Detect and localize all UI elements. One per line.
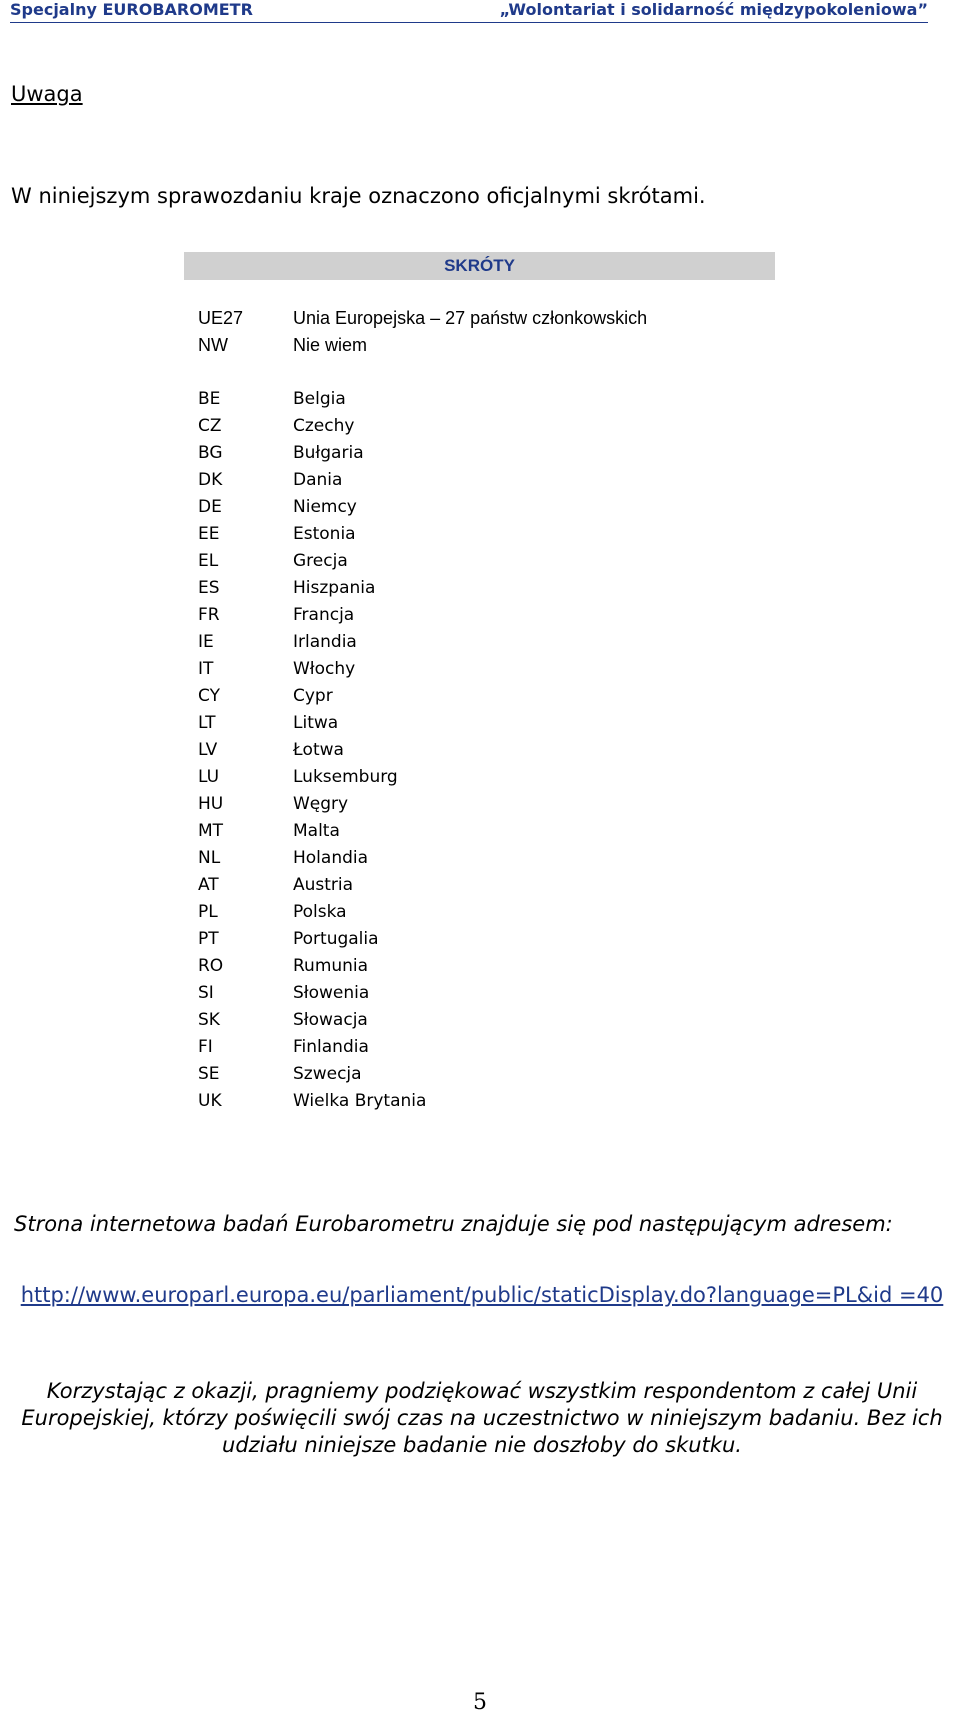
abbreviation-name: Nie wiem [293,335,368,355]
abbreviation-name: Włochy [293,659,356,679]
abbreviation-name: Holandia [293,848,369,868]
website-link[interactable]: http://www.europarl.europa.eu/parliament/public/staticDisplay.do?language=PL&id =40 [20,1283,944,1307]
abbreviation-name: Estonia [293,524,356,544]
abbreviation-code: CY [198,686,220,706]
abbreviation-name: Finlandia [293,1037,369,1057]
abbreviation-name: Łotwa [293,740,344,760]
abbreviation-name: Francja [293,605,355,625]
running-header [10,0,928,23]
page-number: 5 [473,1690,487,1715]
header-publication-title: Specjalny EUROBAROMETR [10,0,253,19]
abbreviation-code: BE [198,389,221,409]
abbreviation-name: Portugalia [293,929,379,949]
abbreviation-code: LT [198,713,216,733]
abbreviation-code: HU [198,794,224,814]
abbreviation-name: Niemcy [293,497,357,517]
note-heading: Uwaga [11,82,83,106]
abbreviation-code: IE [198,632,214,652]
abbreviation-name: Cypr [293,686,333,706]
abbreviation-name: Belgia [293,389,346,409]
abbreviation-name: Słowacja [293,1010,368,1030]
abbreviation-code: RO [198,956,224,976]
abbreviation-name: Litwa [293,713,339,733]
abbreviation-name: Hiszpania [293,578,376,598]
abbreviation-code: EE [198,524,220,544]
abbreviation-name: Szwecja [293,1064,362,1084]
abbreviation-code: AT [198,875,219,895]
abbreviation-code: IT [198,659,214,679]
abbreviation-code: SK [198,1010,220,1030]
header-report-title: „Wolontariat i solidarność międzypokoleniowa” [499,0,928,19]
abbreviation-name: Grecja [293,551,348,571]
abbreviation-name: Polska [293,902,347,922]
note-intro: W niniejszym sprawozdaniu kraje oznaczono oficjalnymi skrótami. [11,184,706,208]
abbreviation-name: Słowenia [293,983,370,1003]
abbreviation-name: Luksemburg [293,767,398,787]
abbreviation-code: CZ [198,416,222,436]
abbreviation-name: Austria [293,875,354,895]
abbreviation-code: DK [198,470,223,490]
abbreviation-code: UK [198,1091,222,1111]
abbreviation-code: FI [198,1037,213,1057]
abbreviation-code: FR [198,605,220,625]
abbreviations-title: SKRÓTY [184,252,775,280]
abbreviation-code: SI [198,983,214,1003]
abbreviation-name: Rumunia [293,956,369,976]
abbreviation-code: LV [198,740,218,760]
abbreviation-name: Dania [293,470,343,490]
abbreviation-code: DE [198,497,222,517]
acknowledgement: Korzystając z okazji, pragniemy podziękować wszystkim respondentom z całej Unii Europejskiej, którzy poświęcili swój czas na uczestnictwo w niniejszym badaniu. Bez ich udziału niniejsze badanie nie doszłoby do skutku. [21,1379,943,1457]
abbreviation-code: NL [198,848,221,868]
abbreviation-code: EL [198,551,219,571]
abbreviation-code: ES [198,578,220,598]
abbreviation-name: Węgry [293,794,349,814]
abbreviation-name: Czechy [293,416,355,436]
abbreviation-code: UE27 [198,308,244,328]
abbreviation-name: Bułgaria [293,443,364,463]
abbreviation-code: BG [198,443,223,463]
abbreviation-code: SE [198,1064,220,1084]
abbreviation-name: Irlandia [293,632,357,652]
abbreviation-code: MT [198,821,224,841]
abbreviation-name: Unia Europejska – 27 państw członkowskich [293,308,648,328]
abbreviation-code: PT [198,929,219,949]
abbreviation-code: NW [198,335,228,355]
abbreviation-name: Malta [293,821,340,841]
abbreviation-code: PL [198,902,218,922]
abbreviation-name: Wielka Brytania [293,1091,427,1111]
abbreviation-code: LU [198,767,220,787]
website-note: Strona internetowa badań Eurobarometru znajduje się pod następującym adresem: [14,1212,893,1236]
